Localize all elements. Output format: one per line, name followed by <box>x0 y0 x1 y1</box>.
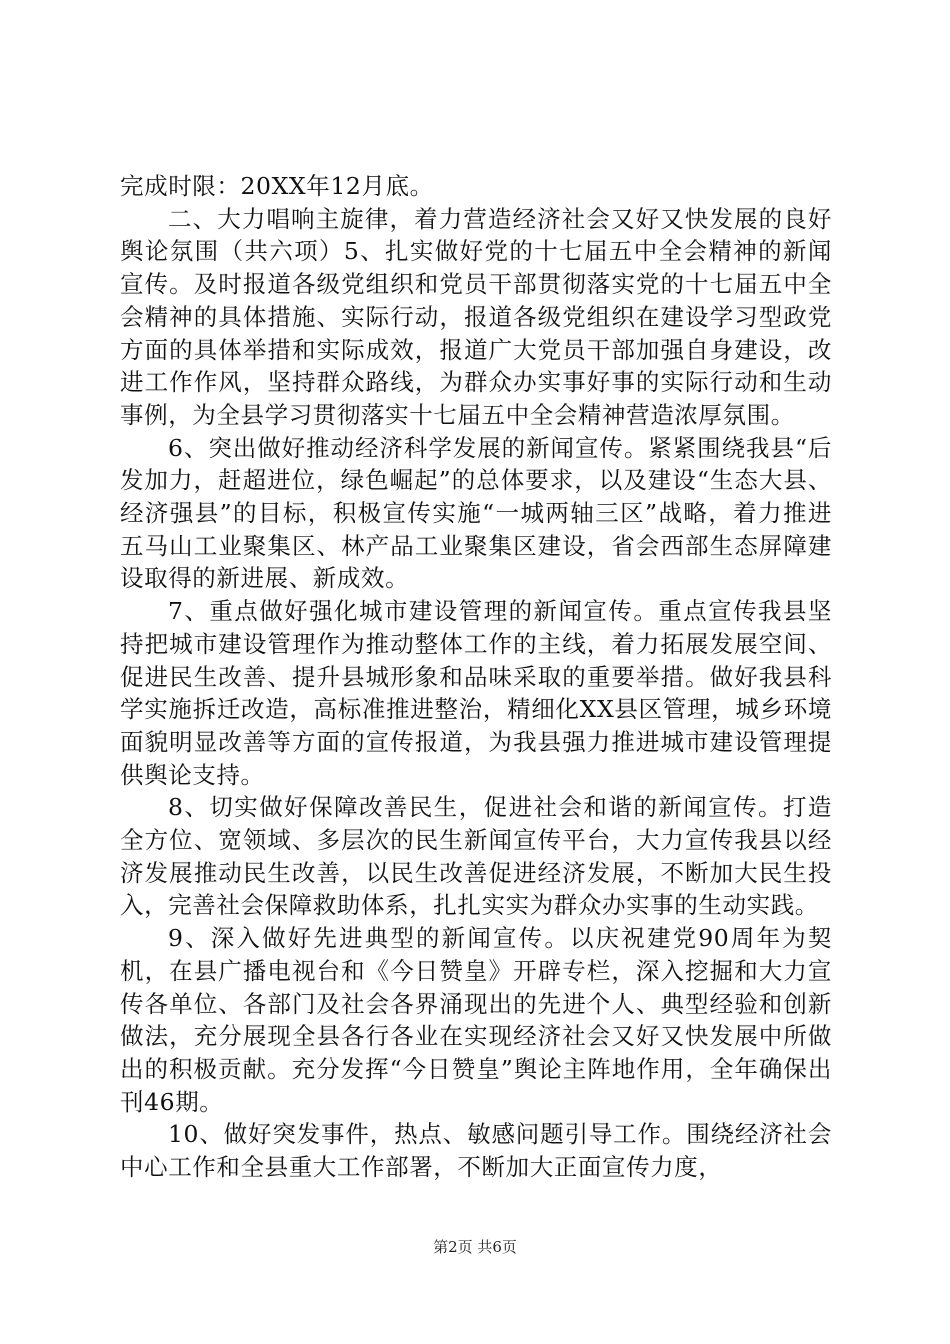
document-body <box>120 170 832 1184</box>
paragraph-item-8: 8、切实做好保障改善民生，促进社会和谐的新闻宣传。打造全方位、宽领域、多层次的民生新闻宣传平台，大力宣传我县以经济发展推动民生改善，以民生改善促进经济发展，不断加大民生投入，完善社会保障救助体系，扎扎实实为群众办实事的生动实践。 <box>120 793 832 920</box>
page-number-footer: 第2页 共6页 <box>433 1238 517 1256</box>
paragraph-section-two: 二、大力唱响主旋律，着力营造经济社会又好又快发展的良好舆论氛围（共六项）5、扎实做好党的十七届五中全会精神的新闻宣传。及时报道各级党组织和党员干部贯彻落实党的十七届五中全会精神的具体措施、实际行动，报道各级党组织在建设学习型政党方面的具体举措和实际成效，报道广大党员干部加强自身建设，改进工作作风，坚持群众路线，为群众办实事好事的实际行动和生动事例，为全县学习贯彻落实十七届五中全会精神营造浓厚氛围。 <box>120 204 832 429</box>
paragraph-item-9: 9、深入做好先进典型的新闻宣传。以庆祝建党90周年为契机，在县广播电视台和《今日赞皇》开辟专栏，深入挖掘和大力宣传各单位、各部门及社会各界涌现出的先进个人、典型经验和创新做法，充分展现全县各行各业在实现经济社会又好又快发展中所做出的积极贡献。充分发挥“今日赞皇”舆论主阵地作用，全年确保出刊46期。 <box>120 924 832 1116</box>
paragraph-item-7: 7、重点做好强化城市建设管理的新闻宣传。重点宣传我县坚持把城市建设管理作为推动整体工作的主线，着力拓展发展空间、促进民生改善、提升县城形象和品味采取的重要举措。做好我县科学实施拆迁改造，高标准推进整治，精细化XX县区管理，城乡环境面貌明显改善等方面的宣传报道，为我县强力推进城市建设管理提供舆论支持。 <box>120 597 832 789</box>
paragraph-item-6: 6、突出做好推动经济科学发展的新闻宣传。紧紧围绕我县“后发加力，赶超进位，绿色崛起”的总体要求，以及建设“生态大县、经济强县”的目标，积极宣传实施“一城两轴三区”战略，着力推进五马山工业聚集区、林产品工业聚集区建设，省会西部生态屏障建设取得的新进展、新成效。 <box>120 433 832 593</box>
paragraph-item-10: 10、做好突发事件，热点、敏感问题引导工作。围绕经济社会中心工作和全县重大工作部署，不断加大正面宣传力度， <box>120 1120 832 1182</box>
paragraph-deadline: 完成时限：20XX年12月底。 <box>120 172 434 200</box>
